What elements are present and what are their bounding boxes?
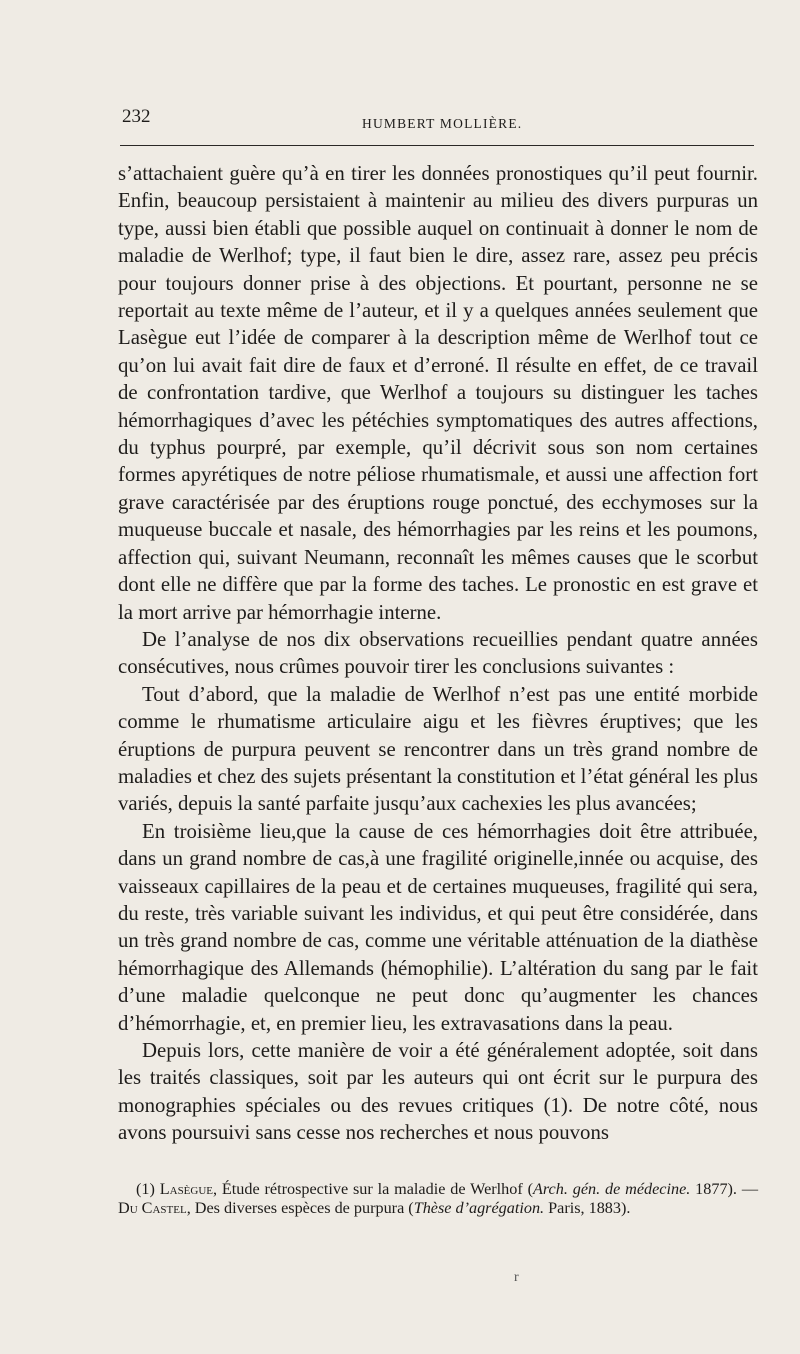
stray-mark: r [514,1270,519,1285]
paragraph-4: En troisième lieu,que la cause de ces hémorrhagies doit être attribuée, dans un grand nombre de cas,à une fragilité originelle,innée ou acquise, des vaisseaux capillaires de la peau et de certaines muqueuses, fragilité qui sera, du reste, très variable suivant les individus, et qui peut être considérée, dans un très grand nombre de cas, comme une véritable atténuation de la diathèse hémorrhagique des Allemands (hémophilie). L’altération du sang par le fait d’une maladie quelconque ne peut donc qu’augmenter les chances d’hémorrhagie, et, en premier lieu, les extravasations dans la peau. [118,819,758,1035]
paragraph-1: s’attachaient guère qu’à en tirer les données pronostiques qu’il peut fournir. Enfin, beaucoup persistaient à maintenir au milieu des divers purpuras un type, aussi bien établi que possible auquel on continuait à donner le nom de maladie de Werlhof; type, il faut bien le dire, assez rare, assez peu précis pour toujours donner prise à des objections. Et pourtant, personne ne se reportait au texte même de l’auteur, et il y a quelques années seulement que Lasègue eut l’idée de comparer à la description même de Werlhof tout ce qu’on lui avait fait dire de faux et d’erroné. Il résulte en effet, de ce travail de confrontation tardive, que Werlhof a toujours su distinguer les taches hémorrhagiques d’avec les pétéchies symptomatiques des autres affections, du typhus pourpré, par exemple, qu’il décrivit sous son nom certaines formes apyrétiques de notre péliose rhumatismale, et aussi une affection fort grave caractérisée par des éruptions rouge ponctué, des ecchymoses sur la muqueuse buccale et nasale, des hémorrhagies par les reins et les poumons, affection qui, suivant Neumann, reconnaît les mêmes causes que le scorbut dont elle ne diffère que par la forme des taches. Le pronostic en est grave et la mort arrive par hémorrhagie interne. [118,162,758,624]
footnote-text-4: Paris, 1883). [544,1199,631,1217]
header-rule [120,145,754,146]
footnote-thesis: Thèse d’agrégation. [413,1199,545,1217]
footnotes [118,1180,758,1218]
footnote-1 [118,1180,758,1218]
footnote-text-2: 1877). — [690,1180,759,1198]
footnote-marker: (1) [136,1180,155,1198]
footnote-author-lasegue: Lasègue, [159,1180,218,1198]
footnote-journal: Arch. gén. de médecine. [532,1180,691,1198]
main-text [118,160,758,1147]
page-header [122,106,756,132]
paragraph-2: De l’analyse de nos dix observations recueillies pendant quatre années consécutives, nous crûmes pouvoir tirer les conclusions suivantes : [118,627,758,679]
paragraph-5: Depuis lors, cette manière de voir a été généralement adoptée, soit dans les traités classiques, soit par les auteurs qui ont écrit sur le purpura des monographies spéciales ou des revues critiques (1). De notre côté, nous avons poursuivi sans cesse nos recherches et nous pouvons [118,1039,758,1145]
running-title: HUMBERT MOLLIÈRE. [362,116,523,131]
footnote-text-3: Des diverses espèces de purpura ( [190,1199,414,1217]
footnote-text-1: Étude rétrospective sur la maladie de Werlhof ( [221,1180,533,1198]
page-number: 232 [122,106,151,127]
footnote-author-du-castel: Du Castel, [118,1199,191,1217]
paragraph-3: Tout d’abord, que la maladie de Werlhof n’est pas une entité morbide comme le rhumatisme articulaire aigu et les fièvres éruptives; que les éruptions de purpura peuvent se rencontrer dans un très grand nombre de maladies et chez des sujets présentant la constitution et l’état général les plus variés, depuis la santé parfaite jusqu’aux cachexies les plus avancées; [118,682,758,816]
